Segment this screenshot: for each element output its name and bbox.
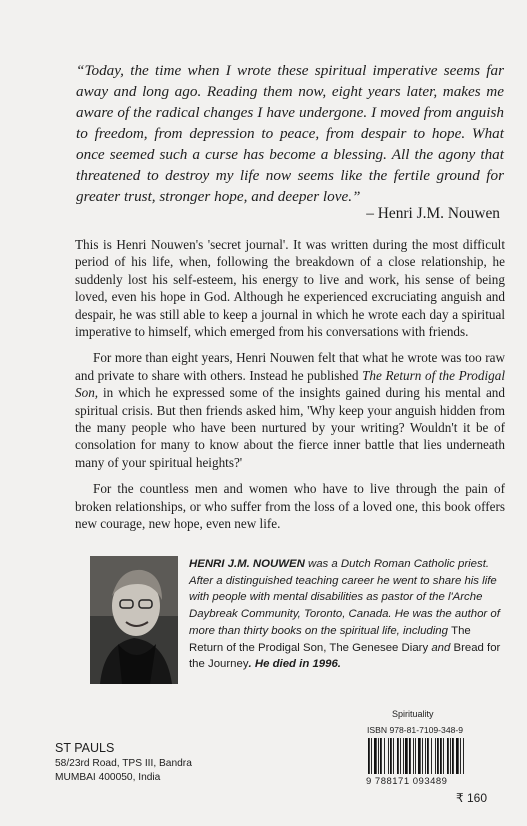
price-label: ₹ 160 (456, 791, 487, 805)
paragraph-2-start: For more than eight years, Henri Nouwen felt that what he wrote was too raw and private to share with others. Instead he published (75, 350, 505, 383)
author-name: HENRI J.M. NOUWEN (189, 558, 305, 570)
book-title-reference: The Return of the Prodigal Son, (75, 367, 505, 401)
description-paragraph-2 (75, 349, 505, 471)
isbn-label: ISBN 978-81-7109-348-9 (367, 725, 464, 735)
bio-and: and (428, 641, 454, 654)
publisher-name: ST PAULS (55, 741, 115, 755)
description-paragraph-3: For the countless men and women who have to live through the pain of broken relationships, or who suffer from the loss of a loved one, this book offers new courage, new hope, even new life. (75, 481, 505, 532)
author-photo (90, 556, 178, 684)
category-label: Spirituality (392, 709, 434, 719)
bio-end: . He died in 1996. (248, 658, 341, 671)
bio-book-1: The Return of the Prodigal Son (189, 624, 471, 654)
description-paragraph-1: This is Henri Nouwen's 'secret journal'. It was written during the most difficult period of his life, when, following the breakdown of a close relationship, he suddenly lost his self-esteem, his energy to live and work, his sense of being loved, even his hope in God. Although he experienced excruciating anguish and despair, he was still able to keep a journal in which he wrote each day a spiritual imperative to himself, which emerged from his conversations with friends. (75, 237, 505, 340)
bio-separator: , (323, 641, 330, 654)
barcode (366, 738, 493, 774)
paragraph-2-end: in which he expressed some of the insights gained during his mental and spiritual crisis. But then friends asked him, 'Why keep your anguish hidden from the many people who have been nurtured by your writing? Wouldn't it be of consolation for many to know about the fierce inner battle that lies underneath many of your spiritual heights?' (75, 385, 505, 470)
book-description (75, 236, 505, 542)
bio-book-2: The Genesee Diary (329, 641, 429, 654)
bio-book-3: Bread for the Journey (189, 641, 501, 671)
bio-text: was a Dutch Roman Catholic priest. After a distinguished teaching career he went to share his life with people with mental disabilities as pastor of the l'Arche Daybreak Community, Toronto, Canada. He was the author of more than thirty books on the spiritual life, including (189, 558, 500, 637)
publisher-address-line-1: 58/23rd Road, TPS III, Bandra (55, 758, 192, 769)
author-bio (189, 556, 507, 673)
barcode-number: 9 788171 093489 (366, 776, 448, 787)
quote-attribution: – Henri J.M. Nouwen (366, 205, 500, 222)
publisher-address-line-2: MUMBAI 400050, India (55, 772, 161, 783)
epigraph-quote: “Today, the time when I wrote these spiritual imperative seems far away and long ago. Reading them now, eight years later, makes me aware of the radical changes I have undergone. I moved from anguish to freedom, from depression to peace, from despair to hope. What once seemed such a curse has become a blessing. All the agony that threatened to destroy my life now seems like the fertile ground for greater trust, stronger hope, and deeper love.” (76, 62, 504, 205)
publisher-block (55, 740, 192, 785)
